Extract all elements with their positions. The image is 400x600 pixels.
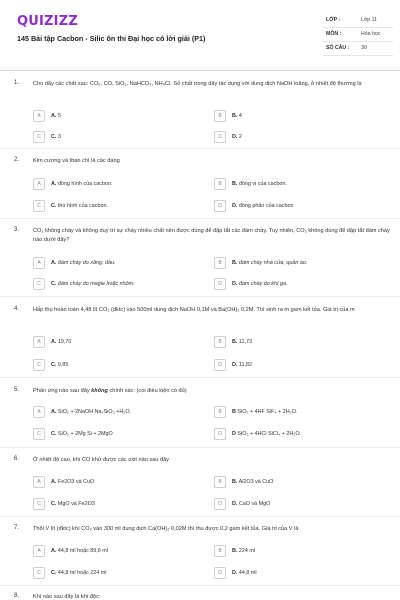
option-text: đám cháy do magie hoặc nhôm. — [57, 281, 135, 287]
option-b[interactable] — [214, 110, 384, 122]
option-text: SiO₂ + 2Mg Si + 2MgO — [57, 431, 113, 437]
option-letter-box: C — [33, 567, 45, 579]
option-label: D. — [232, 501, 238, 507]
option-text: 44,8 ml — [238, 570, 257, 576]
option-text: 11,73 — [238, 339, 252, 345]
option-text: SiO₂ + 4HCl SiCl₄ + 2H₂O. — [237, 431, 302, 437]
question-number: 2. — [14, 157, 20, 163]
question-text: Thổi V lít (đktc) khí CO₂ vào 300 ml dung dịch Ca(OH)₂ 0,02M thì thu được 0,2 gam kết tủa. Giá trị của V là — [33, 526, 299, 532]
meta-row-subject — [323, 28, 393, 42]
question-text: Ở nhiệt độ cao, khí CO khử được các oxit nào sau đây — [33, 457, 169, 463]
option-letter-box: B — [214, 476, 226, 488]
option-d[interactable] — [214, 567, 384, 579]
option-d[interactable] — [214, 278, 384, 290]
option-label: D. — [232, 281, 238, 287]
option-letter-box: B — [214, 545, 226, 557]
option-text: 224 ml — [238, 548, 256, 554]
option-label: C. — [51, 501, 57, 507]
worksheet-header — [0, 0, 400, 64]
option-letter-box: C — [33, 498, 45, 510]
option-letter-box: D — [214, 428, 226, 440]
option-label: C. — [51, 134, 57, 140]
option-label: A. — [51, 181, 57, 187]
option-label: C. — [51, 431, 57, 437]
meta-key: SỐ CÂU : — [326, 45, 350, 51]
option-text: đồng hình của cacbon. — [57, 181, 113, 187]
option-text: 3 — [57, 134, 61, 140]
option-c[interactable] — [33, 498, 203, 510]
option-label: B. — [232, 260, 238, 266]
meta-value: 30 — [361, 45, 367, 51]
option-label: A. — [51, 479, 57, 485]
option-letter-box: C — [33, 359, 45, 371]
option-letter-box: A — [33, 545, 45, 557]
question-divider — [0, 148, 400, 149]
option-letter-box: A — [33, 178, 45, 190]
option-b[interactable] — [214, 336, 384, 348]
option-letter-box: C — [33, 278, 45, 290]
question-number: 4. — [14, 306, 20, 312]
option-text: đồng phân của cacbon — [238, 203, 294, 209]
option-b[interactable] — [214, 545, 384, 557]
option-b[interactable] — [214, 257, 384, 269]
option-letter-box: B — [214, 406, 226, 418]
option-label: A. — [51, 339, 57, 345]
option-d[interactable] — [214, 498, 384, 510]
option-text: SiO₂ + 4HF SiF₄ + 2H₂O. — [237, 409, 298, 415]
option-text: đồng vị của cacbon. — [238, 181, 287, 187]
header-divider — [0, 70, 400, 71]
option-letter-box: A — [33, 336, 45, 348]
option-label: B. — [232, 479, 238, 485]
question-text: Phản ứng nào sau đây không chính xác: (coi điều kiện có đủ) — [33, 388, 187, 394]
option-letter-box: B — [214, 178, 226, 190]
option-label: B. — [232, 339, 238, 345]
meta-row-class — [323, 14, 393, 28]
option-text: Fe2O3 và CuO — [57, 479, 95, 485]
option-letter-box: B — [214, 336, 226, 348]
question-number: 8. — [14, 593, 20, 599]
option-c[interactable] — [33, 359, 203, 371]
question-text: Khí nào sau đây là khí độc: — [33, 594, 101, 600]
meta-value: Hóa học — [361, 31, 381, 37]
option-text: 4 — [238, 113, 242, 119]
option-c[interactable] — [33, 200, 203, 212]
question-number: 1. — [14, 80, 20, 86]
option-text: 9,85 — [57, 362, 69, 368]
option-label: C. — [51, 570, 57, 576]
option-d[interactable] — [214, 428, 384, 440]
option-text: đám cháy nhà cửa, quần áo. — [238, 260, 308, 266]
option-letter-box: A — [33, 476, 45, 488]
question-text: Kim cương và than chì là các dạng — [33, 158, 120, 164]
question-number: 6. — [14, 456, 20, 462]
option-label: B. — [232, 181, 238, 187]
question-text: Hấp thụ hoàn toàn 4,48 lít CO₂ (đktc) vào 500ml dung dịch NaOH 0,1M và Ba(OH)₂ 0,2M. Thì sinh ra m gam kết tủa. Giá trị của m — [33, 307, 355, 313]
option-a[interactable] — [33, 476, 203, 488]
option-letter-box: C — [33, 428, 45, 440]
quizizz-logo: QUIZIZZ — [17, 14, 78, 29]
option-d[interactable] — [214, 200, 384, 212]
question-number: 5. — [14, 387, 20, 393]
question-divider — [0, 377, 400, 378]
option-label: D. — [232, 134, 238, 140]
option-text: 11,82 — [238, 362, 252, 368]
option-letter-box: B — [214, 110, 226, 122]
meta-row-count — [323, 42, 393, 56]
question-divider — [0, 218, 400, 219]
option-label: B. — [232, 548, 238, 554]
option-text: 19,70 — [57, 339, 72, 345]
option-c[interactable] — [33, 428, 203, 440]
option-text: thù hình của cacbon. — [57, 203, 108, 209]
meta-key: MÔN : — [326, 31, 342, 37]
option-letter-box: D — [214, 567, 226, 579]
option-label: D. — [232, 203, 238, 209]
option-label: C. — [51, 281, 57, 287]
option-a[interactable] — [33, 257, 203, 269]
option-text: đám cháy do khí ga. — [238, 281, 288, 287]
option-c[interactable] — [33, 278, 203, 290]
option-a[interactable] — [33, 545, 203, 557]
option-label: A. — [51, 260, 57, 266]
question-number: 7. — [14, 525, 20, 531]
option-a[interactable] — [33, 178, 203, 190]
option-letter-box: A — [33, 110, 45, 122]
option-letter-box: B — [214, 257, 226, 269]
question-number: 3. — [14, 227, 20, 233]
option-text: Al2O3 và CuO — [238, 479, 274, 485]
option-label: B — [232, 409, 236, 415]
option-d[interactable] — [214, 359, 384, 371]
emphasis-text: không — [91, 388, 108, 394]
option-text: MgO và Fe2O3 — [57, 501, 95, 507]
option-b[interactable] — [214, 476, 384, 488]
worksheet-meta — [323, 14, 393, 56]
option-c[interactable] — [33, 567, 203, 579]
option-text: 2 — [238, 134, 242, 140]
option-letter-box: D — [214, 359, 226, 371]
option-letter-box: D — [214, 200, 226, 212]
option-letter-box: D — [214, 498, 226, 510]
option-label: D — [232, 431, 236, 437]
option-text: 44,8 ml hoặc 224 ml — [57, 570, 107, 576]
option-a[interactable] — [33, 110, 203, 122]
option-letter-box: D — [214, 278, 226, 290]
option-letter-box: A — [33, 257, 45, 269]
option-text: 5 — [57, 113, 61, 119]
question-text: Cho dãy các chất sau: CO₂, CO, SiO₂, NaHCO₃, NH₄Cl. Số chất trong dãy tác dụng với dung dịch NaOH loãng, ở nhiệt độ thường là — [33, 81, 362, 87]
option-label: C. — [51, 362, 57, 368]
option-label: C. — [51, 203, 57, 209]
option-letter-box: C — [33, 200, 45, 212]
option-label: A. — [51, 113, 57, 119]
option-label: D. — [232, 570, 238, 576]
option-c[interactable] — [33, 131, 203, 143]
option-label: D. — [232, 362, 238, 368]
option-label: A. — [51, 548, 57, 554]
question-divider — [0, 447, 400, 448]
option-letter-box: D — [214, 131, 226, 143]
question-divider — [0, 296, 400, 297]
worksheet-title: 145 Bài tập Cacbon - Silic ôn thi Đại học có lời giải (P1) — [17, 34, 206, 43]
meta-value: Lớp 11 — [361, 17, 377, 23]
option-text: CaO và MgO — [238, 501, 271, 507]
option-label: B. — [232, 113, 238, 119]
option-a[interactable] — [33, 406, 203, 418]
option-b[interactable] — [214, 178, 384, 190]
question-divider — [0, 585, 400, 586]
option-text: 44,8 ml hoặc 89,6 ml — [57, 548, 108, 554]
question-text: CO₂ không cháy và không duy trì sự cháy nhiều chất nên được dùng để dập tắt các đám cháy. Tuy nhiên, CO₂ không dùng để dập tắt đám cháy nào dưới đây? — [33, 228, 390, 243]
meta-key: LỚP : — [326, 17, 341, 23]
question-divider — [0, 516, 400, 517]
option-letter-box: C — [33, 131, 45, 143]
option-label: A. — [51, 409, 57, 415]
option-d[interactable] — [214, 131, 384, 143]
option-b[interactable] — [214, 406, 384, 418]
option-text: đám cháy do xăng, dầu. — [57, 260, 116, 266]
option-a[interactable] — [33, 336, 203, 348]
option-letter-box: A — [33, 406, 45, 418]
option-text: SiO₂ + 2NaOH Na₂SiO₃ +H₂O. — [57, 409, 132, 415]
